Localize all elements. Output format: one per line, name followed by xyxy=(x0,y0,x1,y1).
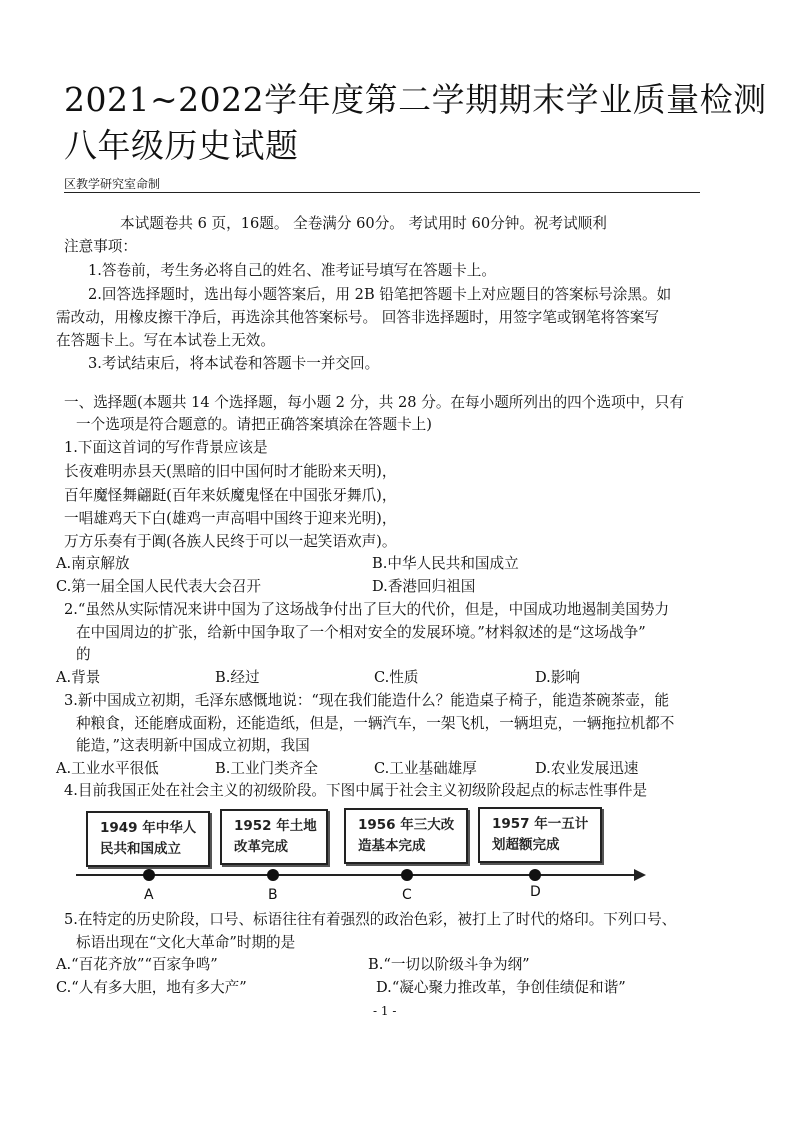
timeline-event-text: 造基本完成 xyxy=(358,838,426,854)
q5-option-a: A.“百花齐放”“百家争鸣” xyxy=(56,956,218,973)
q5-option-d: D.“凝心聚力推改革，争创佳绩促和谐” xyxy=(376,979,626,996)
timeline-event-text: 1949 年中华人 xyxy=(100,820,197,836)
timeline-point xyxy=(529,869,541,881)
notice-item-3: 3.考试结束后，将本试卷和答题卡一并交回。 xyxy=(88,355,380,372)
q3-option-d: D.农业发展迅速 xyxy=(535,760,639,777)
notice-item-2b: 需改动，用橡皮擦干净后，再选涂其他答案标号。 回答非选择题时，用签字笔或钢笔将答案写 xyxy=(56,309,659,326)
q3-stem-c: 能造，”这表明新中国成立初期，我国 xyxy=(76,737,310,754)
timeline-point xyxy=(143,869,155,881)
q1-poem-line: 长夜难明赤县天(黑暗的旧中国何时才能盼来天明)， xyxy=(64,463,397,480)
q3-option-b: B.工业门类齐全 xyxy=(215,760,318,777)
timeline-point xyxy=(267,869,279,881)
q5-option-b: B.“一切以阶级斗争为纲” xyxy=(368,956,530,973)
q2-option-a: A.背景 xyxy=(56,669,101,686)
page-number: - 1 - xyxy=(373,1004,397,1018)
q2-option-c: C.性质 xyxy=(374,669,419,686)
notice-heading: 注意事项： xyxy=(64,238,137,255)
timeline-event-box xyxy=(220,809,328,865)
exam-title-line2: 八年级历史试题 xyxy=(64,126,299,165)
q1-option-b: B.中华人民共和国成立 xyxy=(372,555,519,572)
notice-item-2c: 在答题卡上。写在本试卷上无效。 xyxy=(56,332,275,349)
timeline-point-label: D xyxy=(530,884,541,900)
q2-option-b: B.经过 xyxy=(215,669,260,686)
exam-title-line1: 2021~2022学年度第二学期期末学业质量检测 xyxy=(64,80,767,119)
timeline-event-box xyxy=(478,807,602,863)
timeline-point-label: B xyxy=(268,887,278,903)
q1-poem-line: 百年魔怪舞翩跹(百年来妖魔鬼怪在中国张牙舞爪)， xyxy=(64,487,397,504)
q5-stem-b: 标语出现在“文化大革命”时期的是 xyxy=(76,934,296,951)
q2-option-d: D.影响 xyxy=(535,669,581,686)
timeline-event-text: 1956 年三大改 xyxy=(358,817,455,833)
q2-stem-b: 在中国周边的扩张，给新中国争取了一个相对安全的发展环境。”材料叙述的是“这场战争” xyxy=(76,624,646,641)
q2-stem-c: 的 xyxy=(76,646,91,663)
q3-stem-b: 种粮食，还能磨成面粉，还能造纸，但是，一辆汽车，一架飞机，一辆坦克，一辆拖拉机都不 xyxy=(76,715,675,732)
q5-stem-a: 5.在特定的历史阶段，口号、标语往往有着强烈的政治色彩，被打上了时代的烙印。下列口号、 xyxy=(64,911,677,928)
q1-poem-line: 万方乐奏有于阗(各族人民终于可以一起笑语欢声)。 xyxy=(64,533,397,550)
timeline-event-box xyxy=(86,811,210,867)
timeline-event-text: 划超额完成 xyxy=(492,837,560,853)
q5-option-c: C.“人有多大胆，地有多大产” xyxy=(56,979,247,996)
issuing-office: 区教学研究室命制 xyxy=(64,177,161,191)
section-heading-b: 一个选项是符合题意的。请把正确答案填涂在答题卡上) xyxy=(76,416,432,433)
timeline-arrowhead xyxy=(634,869,646,881)
q1-poem-line: 一唱雄鸡天下白(雄鸡一声高唱中国终于迎来光明)， xyxy=(64,510,397,527)
timeline-point-label: C xyxy=(402,887,412,903)
q3-option-c: C.工业基础雄厚 xyxy=(374,760,477,777)
timeline-point xyxy=(401,869,413,881)
timeline-event-text: 1952 年土地 xyxy=(234,818,317,834)
notice-item-2a: 2.回答选择题时，选出每小题答案后，用 2B 铅笔把答题卡上对应题目的答案标号涂黑。如 xyxy=(88,286,672,303)
timeline-event-box xyxy=(344,808,468,864)
intro-line: 本试题卷共 6 页，16题。 全卷满分 60分。 考试用时 60分钟。祝考试顺利 xyxy=(120,215,607,232)
q4-stem: 4.目前我国正处在社会主义的初级阶段。下图中属于社会主义初级阶段起点的标志性事件是 xyxy=(64,782,648,799)
q1-option-c: C.第一届全国人民代表大会召开 xyxy=(56,578,262,595)
q1-option-d: D.香港回归祖国 xyxy=(372,578,476,595)
q3-option-a: A.工业水平很低 xyxy=(56,760,159,777)
notice-item-1: 1.答卷前，考生务必将自己的姓名、准考证号填写在答题卡上。 xyxy=(88,262,496,279)
timeline-event-text: 民共和国成立 xyxy=(100,841,181,857)
q3-stem-a: 3.新中国成立初期，毛泽东感慨地说：“现在我们能造什么？能造桌子椅子，能造茶碗茶壶，能 xyxy=(64,692,670,709)
timeline-event-text: 1957 年一五计 xyxy=(492,816,589,832)
q1-stem: 1.下面这首词的写作背景应该是 xyxy=(64,439,268,456)
q1-option-a: A.南京解放 xyxy=(56,555,130,572)
header-rule xyxy=(64,192,700,193)
timeline-axis xyxy=(76,874,636,876)
timeline-point-label: A xyxy=(144,887,154,903)
timeline-event-text: 改革完成 xyxy=(234,839,288,855)
section-heading-a: 一、选择题(本题共 14 个选择题，每小题 2 分，共 28 分。在每小题所列出的四个选项中，只有 xyxy=(64,394,684,411)
q2-stem-a: 2.“虽然从实际情况来讲中国为了这场战争付出了巨大的代价，但是，中国成功地遏制美国势力 xyxy=(64,601,670,618)
